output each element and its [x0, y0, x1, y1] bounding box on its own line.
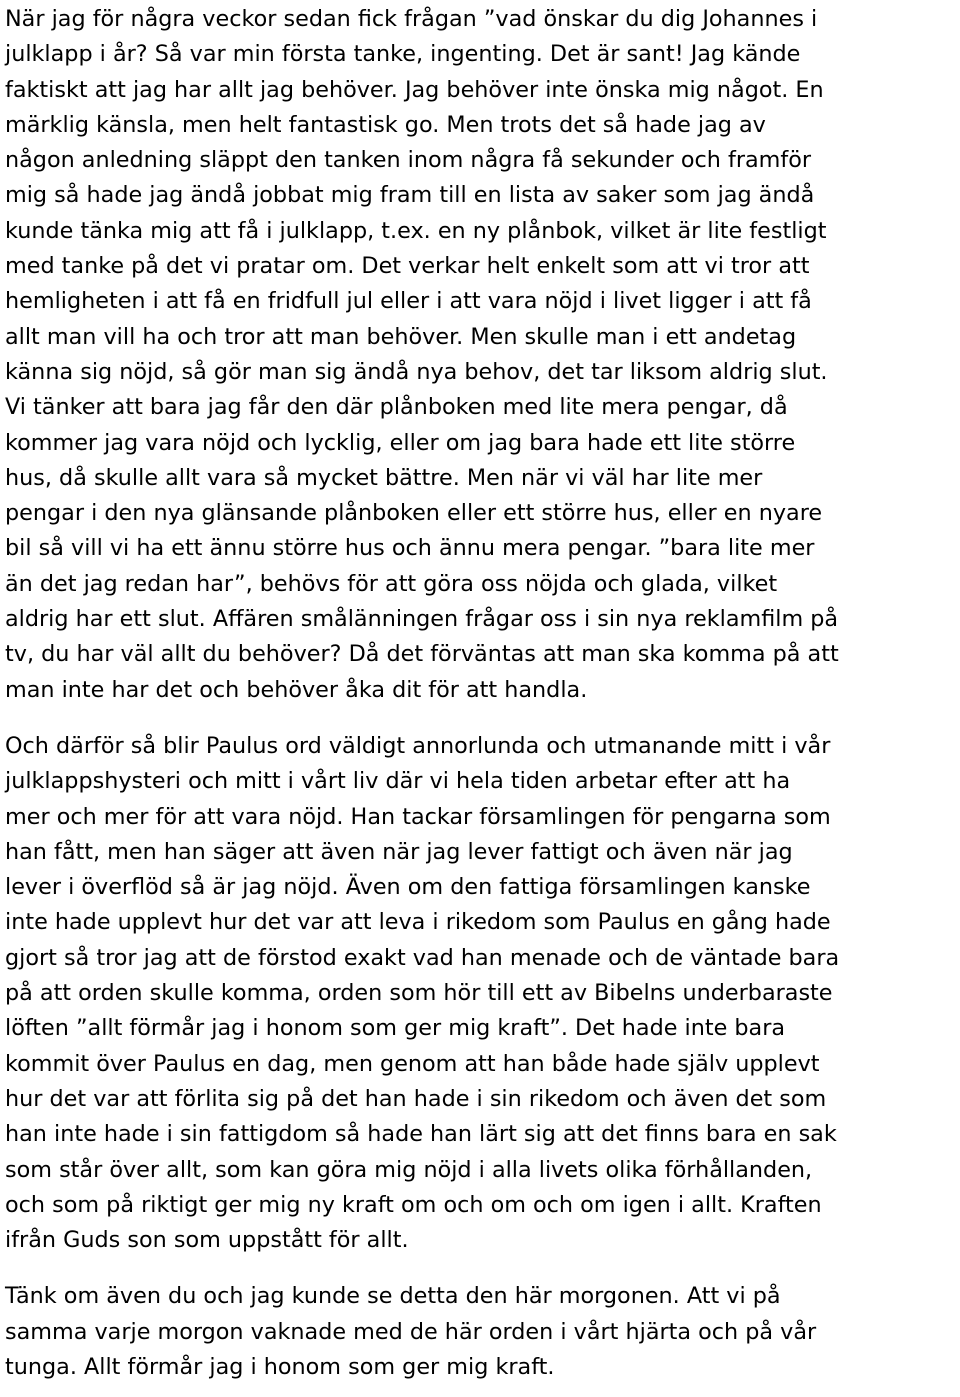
paragraph-spacer [5, 1258, 960, 1279]
text-line: När jag för några veckor sedan fick frågan ”vad önskar du dig Johannes i [5, 6, 818, 32]
text-line: mer och mer för att vara nöjd. Han tackar församlingen för pengarna som [5, 803, 831, 830]
paragraph-2 [5, 729, 960, 1258]
text-line: tunga. Allt förmår jag i honom som ger mig kraft. [5, 1353, 555, 1380]
text-line: som står över allt, som kan göra mig nöjd i alla livets olika förhållanden, [5, 1156, 813, 1183]
text-line: bil så vill vi ha ett ännu större hus och ännu mera pengar. ”bara lite mer [5, 535, 815, 562]
text-line: han inte hade i sin fattigdom så hade han lärt sig att det finns bara en sak [5, 1121, 837, 1148]
text-line: hur det var att förlita sig på det han hade i sin rikedom och även det som [5, 1085, 827, 1112]
text-line: inte hade upplevt hur det var att leva i rikedom som Paulus en gång hade [5, 909, 831, 936]
text-line: allt man vill ha och tror att man behöver. Men skulle man i ett andetag [5, 323, 797, 350]
text-line: faktiskt att jag har allt jag behöver. Jag behöver inte önska mig något. En [5, 76, 824, 103]
text-line: aldrig har ett slut. Affären smålänningen frågar oss i sin nya reklamfilm på [5, 606, 839, 633]
text-line: känna sig nöjd, så gör man sig ändå nya behov, det tar liksom aldrig slut. [5, 358, 828, 385]
text-line: mig så hade jag ändå jobbat mig fram till en lista av saker som jag ändå [5, 182, 815, 209]
text-line: och som på riktigt ger mig ny kraft om och om och om igen i allt. Kraften [5, 1191, 822, 1218]
text-line: ifrån Guds son som uppstått för allt. [5, 1227, 409, 1254]
text-line: på att orden skulle komma, orden som hör till ett av Bibelns underbaraste [5, 980, 833, 1007]
text-line: han fått, men han säger att även när jag lever fattigt och även när jag [5, 838, 793, 865]
text-line: kommit över Paulus en dag, men genom att han både hade själv upplevt [5, 1050, 820, 1077]
text-line: samma varje morgon vaknade med de här orden i vårt hjärta och på vår [5, 1318, 817, 1345]
text-line: gjort så tror jag att de förstod exakt vad han menade och de väntade bara [5, 944, 840, 971]
text-line: kommer jag vara nöjd och lycklig, eller om jag bara hade ett lite större [5, 429, 796, 456]
text-line: Tänk om även du och jag kunde se detta den här morgonen. Att vi på [5, 1283, 781, 1310]
text-line: tv, du har väl allt du behöver? Då det förväntas att man ska komma på att [5, 641, 839, 668]
text-line: julklappshysteri och mitt i vårt liv där vi hela tiden arbetar efter att ha [5, 768, 791, 795]
text-line: Vi tänker att bara jag får den där plånboken med lite mera pengar, då [5, 394, 788, 421]
text-line: hemligheten i att få en fridfull jul eller i att vara nöjd i livet ligger i att få [5, 288, 812, 315]
text-line: någon anledning släppt den tanken inom några få sekunder och framför [5, 147, 812, 174]
text-line: med tanke på det vi pratar om. Det verkar helt enkelt som att vi tror att [5, 253, 810, 280]
text-line: man inte har det och behöver åka dit för att handla. [5, 676, 588, 703]
text-line: lever i överflöd så är jag nöjd. Även om den fattiga församlingen kanske [5, 874, 811, 901]
document-page [5, 0, 960, 1385]
text-line: hus, då skulle allt vara så mycket bättre. Men när vi väl har lite mer [5, 464, 763, 491]
text-line: Och därför så blir Paulus ord väldigt annorlunda och utmanande mitt i vår [5, 732, 831, 759]
text-line: märklig känsla, men helt fantastisk go. Men trots det så hade jag av [5, 111, 766, 138]
paragraph-1 [5, 0, 960, 708]
text-line: än det jag redan har”, behövs för att göra oss nöjda och glada, vilket [5, 570, 778, 597]
paragraph-spacer [5, 708, 960, 729]
text-line: julklapp i år? Så var min första tanke, ingenting. Det är sant! Jag kände [5, 41, 801, 68]
text-line: pengar i den nya glänsande plånboken eller ett större hus, eller en nyare [5, 500, 823, 527]
paragraph-3 [5, 1279, 960, 1385]
text-line: kunde tänka mig att få i julklapp, t.ex. en ny plånbok, vilket är lite festligt [5, 217, 827, 244]
text-line: löften ”allt förmår jag i honom som ger mig kraft”. Det hade inte bara [5, 1015, 786, 1042]
